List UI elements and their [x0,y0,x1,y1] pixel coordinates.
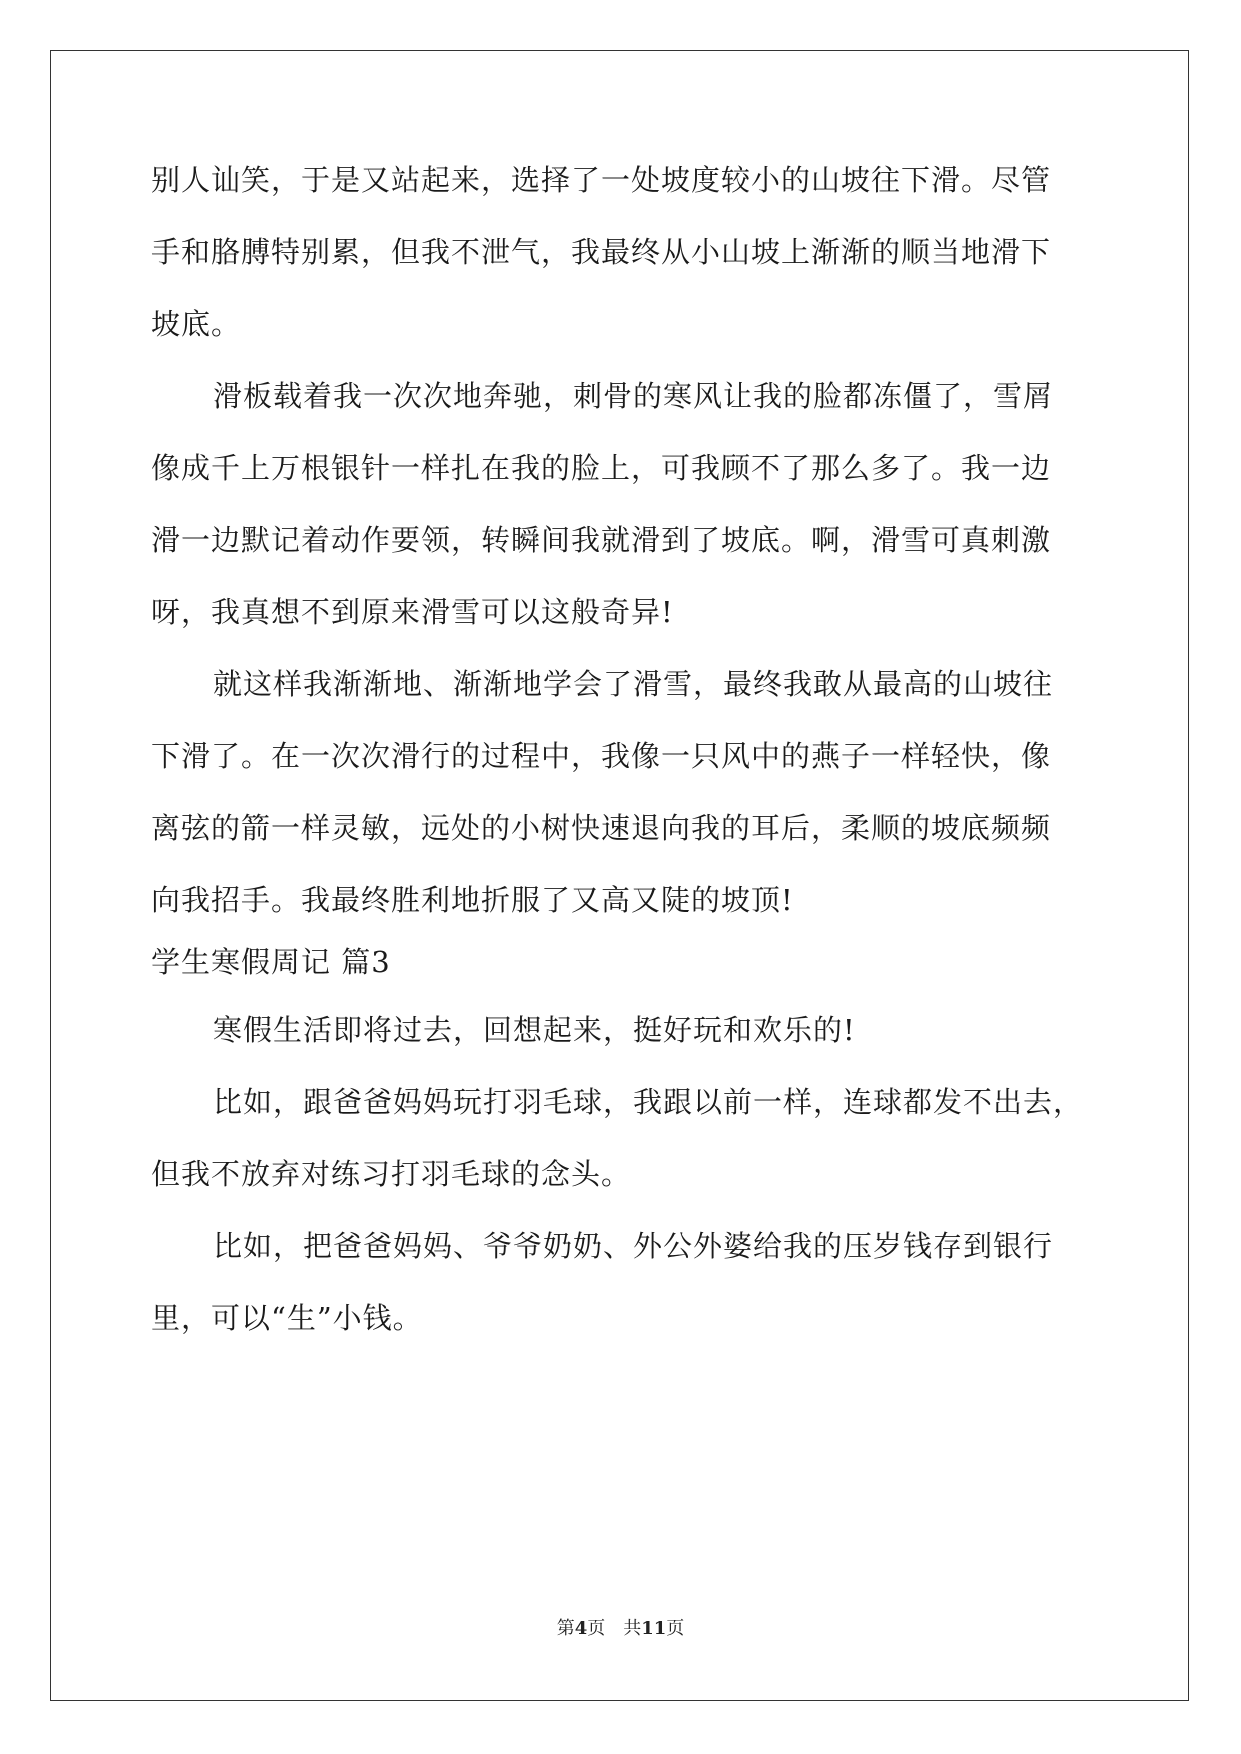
text-line: 坡底。 [151,307,242,341]
text-line: 滑一边默记着动作要领，转瞬间我就滑到了坡底。啊，滑雪可真刺激 [151,523,1052,557]
text-line: 离弦的箭一样灵敏，远处的小树快速退向我的耳后，柔顺的坡底频频 [151,811,1052,845]
text-line: 向我招手。我最终胜利地折服了又高又陡的坡顶! [151,883,794,917]
text-line: 里，可以“生”小钱。 [151,1301,423,1335]
section-heading: 学生寒假周记 篇3 [151,945,391,979]
text-line: 别人讪笑，于是又站起来，选择了一处坡度较小的山坡往下滑。尽管 [151,163,1052,197]
paragraph-start: 比如，把爸爸妈妈、爷爷奶奶、外公外婆给我的压岁钱存到银行 [213,1229,1054,1263]
footer-suffix: 页 [666,1618,685,1639]
text-line: 下滑了。在一次次滑行的过程中，我像一只风中的燕子一样轻快，像 [151,739,1052,773]
paragraph-start: 就这样我渐渐地、渐渐地学会了滑雪，最终我敢从最高的山坡往 [213,667,1054,701]
text-line: 但我不放弃对练习打羽毛球的念头。 [151,1157,632,1191]
text-line: 手和胳膊特别累，但我不泄气，我最终从小山坡上渐渐的顺当地滑下 [151,235,1052,269]
footer-mid: 页 共 [587,1618,642,1639]
paragraph-start: 比如，跟爸爸妈妈玩打羽毛球，我跟以前一样，连球都发不出去， [213,1085,1084,1119]
text-line: 呀，我真想不到原来滑雪可以这般奇异! [151,595,674,629]
total-page-count: 11 [641,1618,667,1639]
page-border [50,50,1189,1701]
paragraph-start: 寒假生活即将过去，回想起来，挺好玩和欢乐的! [213,1013,856,1047]
paragraph-start: 滑板载着我一次次地奔驰，刺骨的寒风让我的脸都冻僵了，雪屑 [213,379,1054,413]
current-page-number: 4 [574,1618,588,1639]
footer-prefix: 第 [556,1618,575,1639]
text-line: 像成千上万根银针一样扎在我的脸上，可我顾不了那么多了。我一边 [151,451,1052,485]
page-footer [0,1617,1241,1641]
